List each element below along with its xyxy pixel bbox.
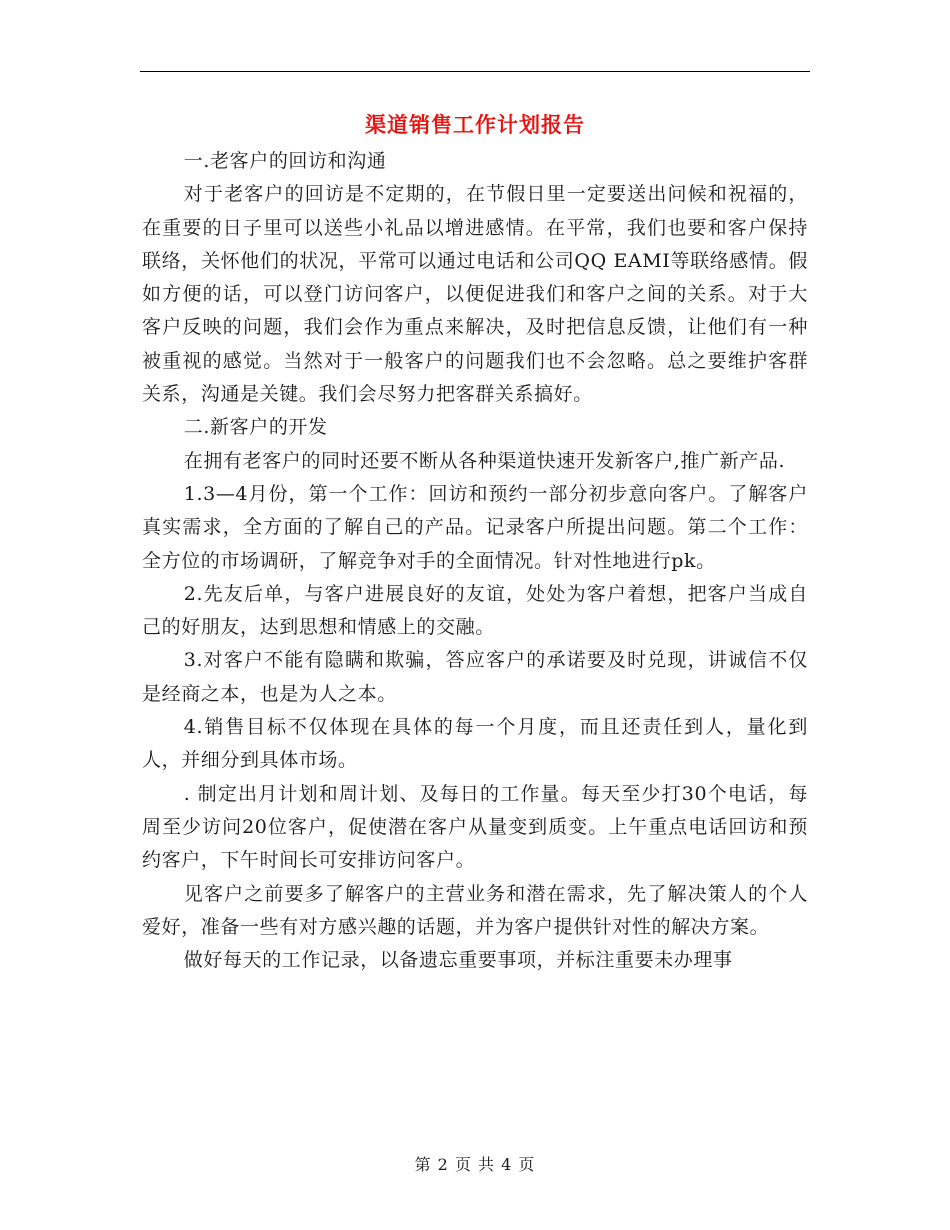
list-item: . 制定出月计划和周计划、及每日的工作量。每天至少打30个电话，每周至少访问20位客户，促使潜在客户从量变到质变。上午重点电话回访和预约客户，下午时间长可安排访问客户。 <box>142 782 808 872</box>
paragraph: 在拥有老客户的同时还要不断从各种渠道快速开发新客户,推广新产品. <box>183 449 786 472</box>
page-number-footer: 第 2 页 共 4 页 <box>414 1155 536 1174</box>
list-item: 3.对客户不能有隐瞒和欺骗，答应客户的承诺要及时兑现，讲诚信不仅是经商之本，也是为人之本。 <box>142 649 808 705</box>
document-title: 渠道销售工作计划报告 <box>365 112 585 137</box>
document-body <box>142 145 808 977</box>
paragraph: 对于老客户的回访是不定期的，在节假日里一定要送出问候和祝福的，在重要的日子里可以送些小礼品以增进感情。在平常，我们也要和客户保持联络，关怀他们的状况，平常可以通过电话和公司QQ EAMI等联络感情。假如方便的话，可以登门访问客户，以便促进我们和客户之间的关系。对于大客户反映的问题，我们会作为重点来解决，及时把信息反馈，让他们有一种被重视的感觉。当然对于一般客户的问题我们也不会忽略。总之要维护客群关系，沟通是关键。我们会尽努力把客群关系搞好。 <box>142 183 808 406</box>
list-item: 1.3—4月份，第一个工作：回访和预约一部分初步意向客户。了解客户真实需求，全方面的了解自己的产品。记录客户所提出问题。第二个工作：全方位的市场调研，了解竞争对手的全面情况。针对性地进行pk。 <box>142 482 808 572</box>
list-item: 2.先友后单，与客户进展良好的友谊，处处为客户着想，把客户当成自己的好朋友，达到思想和情感上的交融。 <box>142 582 808 639</box>
section-heading-new-clients: 二.新客户的开发 <box>183 416 328 439</box>
paragraph: 见客户之前要多了解客户的主营业务和潜在需求，先了解决策人的个人爱好，准备一些有对方感兴趣的话题，并为客户提供针对性的解决方案。 <box>142 882 808 938</box>
section-heading-old-clients: 一.老客户的回访和沟通 <box>183 150 387 172</box>
list-item: 4.销售目标不仅体现在具体的每一个月度，而且还责任到人，量化到人，并细分到具体市场。 <box>142 716 808 772</box>
header-rule <box>140 71 810 72</box>
paragraph: 做好每天的工作记录，以备遗忘重要事项，并标注重要未办理事 <box>183 949 733 972</box>
